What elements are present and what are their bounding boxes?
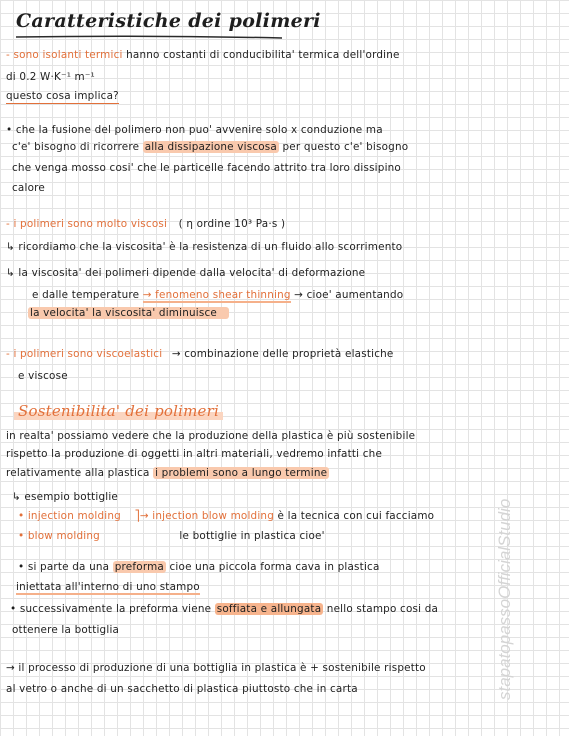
blow-line2: ottenere la bottiglia xyxy=(12,624,120,636)
preform-line2 xyxy=(16,580,200,594)
sustainability-line3 xyxy=(6,466,329,480)
thermal-conductivity-text: hanno costanti di conducibilita' termica dell'ordine xyxy=(126,49,400,61)
page-title: Caratteristiche dei polimeri xyxy=(16,10,321,32)
molding-line2 xyxy=(18,529,325,543)
injection-molding-item: • injection molding xyxy=(18,510,121,522)
preform-line1-a: • si parte da una xyxy=(18,561,110,573)
molding-description-cont: le bottiglie in plastica cioe' xyxy=(179,530,325,542)
viscous-line4-a: e dalle temperature xyxy=(32,289,140,301)
title-underline xyxy=(14,34,284,40)
viscous-line4 xyxy=(32,288,403,302)
conclusion-line2: al vetro o anche di un sacchetto di plastica piuttosto che in carta xyxy=(6,683,358,695)
viscous-line4-b: → cioe' aumentando xyxy=(294,289,404,301)
thermal-question: questo cosa implica? xyxy=(6,90,119,102)
fusion-line2-a: c'e' bisogno di ricorrere xyxy=(12,141,140,153)
bottles-example: ↳ esempio bottiglie xyxy=(12,491,119,503)
fusion-line4: calore xyxy=(12,182,45,194)
section-thermal-line1 xyxy=(6,48,400,62)
blow-line1-a: • successivamente la preforma viene xyxy=(10,603,212,615)
fusion-line3: che venga mosso cosi' che le particelle facendo attrito tra loro dissipino xyxy=(12,162,401,174)
molding-line1 xyxy=(18,509,434,523)
preform-line1-b: cioe una piccola forma cava in plastica xyxy=(169,561,380,573)
preform-highlight: preforma xyxy=(114,561,164,573)
viscoelastic-heading: - i polimeri sono viscoelastici xyxy=(6,348,163,360)
viscous-line5 xyxy=(28,306,229,320)
blown-stretched-highlight: soffiata e allungata xyxy=(216,603,322,615)
sustainability-line3-a: relativamente alla plastica xyxy=(6,467,150,479)
fusion-line2 xyxy=(12,140,408,154)
blow-molding-item: • blow molding xyxy=(18,530,100,542)
viscoelastic-line1 xyxy=(6,347,394,361)
viscous-line1 xyxy=(6,217,285,231)
fusion-line1: • che la fusione del polimero non puo' avvenire solo x conduzione ma xyxy=(6,124,383,136)
preform-line1 xyxy=(18,560,380,574)
viscous-line3: ↳ la viscosita' dei polimeri dipende dalla velocita' di deformazione xyxy=(6,267,366,279)
sustainability-title xyxy=(14,401,223,421)
long-term-problems-highlight: i problemi sono a lungo termine xyxy=(155,467,328,479)
viscous-line2: ↳ ricordiamo che la viscosita' è la resistenza di un fluido allo scorrimento xyxy=(6,241,403,253)
viscous-heading: - i polimeri sono molto viscosi xyxy=(6,218,168,230)
molding-description: è la tecnica con cui facciamo xyxy=(277,510,435,522)
sustainability-line2: rispetto la produzione di oggetti in altri materiali, vedremo infatti che xyxy=(6,448,383,460)
viscoelastic-definition: → combinazione delle proprietà elastiche xyxy=(171,348,394,360)
conclusion-line1: → il processo di produzione di una bottiglia in plastica è + sostenibile rispetto xyxy=(6,662,426,674)
sustainability-line1: in realta' possiamo vedere che la produzione della plastica è più sostenibile xyxy=(6,430,416,442)
viscoelastic-line2: e viscose xyxy=(18,370,68,382)
thermal-line2: di 0.2 W·K⁻¹ m⁻¹ xyxy=(6,71,95,83)
preform-line2-text: iniettata all'interno di uno stampo xyxy=(16,581,200,593)
thermal-insulators-heading: - sono isolanti termici xyxy=(6,49,123,61)
viscous-dissipation-highlight: alla dissipazione viscosa xyxy=(144,141,277,153)
watermark: stapatopassoOfficialStudio xyxy=(495,498,514,700)
blow-line1 xyxy=(10,602,438,616)
shear-thinning-highlight: → fenomeno shear thinning xyxy=(142,289,291,301)
viscosity-decreases-highlight: la velocita' la viscosita' diminuisce xyxy=(28,307,229,319)
blow-line1-b: nello stampo cosi da xyxy=(326,603,439,615)
injection-blow-molding: ⎤→ injection blow molding xyxy=(134,510,274,522)
sustainability-title-text: Sostenibilita' dei polimeri xyxy=(14,402,223,420)
fusion-line2-b: per questo c'e' bisogno xyxy=(282,141,409,153)
viscosity-order: ( η ordine 10³ Pa·s ) xyxy=(178,218,286,230)
